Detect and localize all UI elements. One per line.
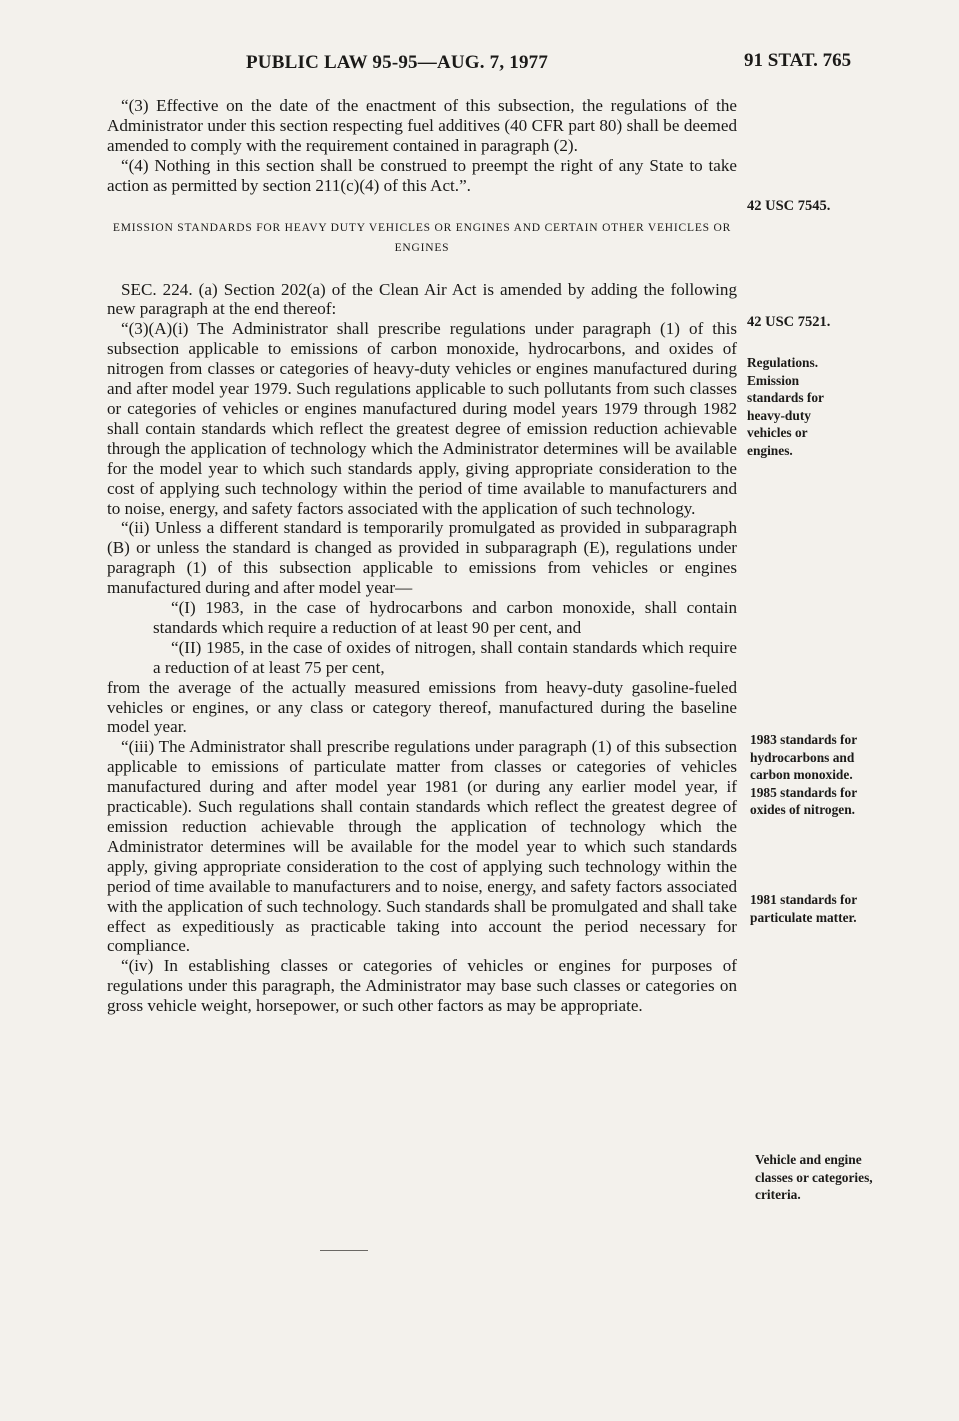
margin-note-vehicle-classes: Vehicle and engine classes or categories, criteria. (755, 1152, 873, 1202)
subparagraph-II-1985: “(II) 1985, in the case of oxides of nitrogen, shall contain standards which require a reduction of at least 75 per cent, (153, 637, 737, 677)
paragraph-ii-continuation: from the average of the actually measured emissions from heavy-duty gasoline-fueled vehicles or engines, or any class or category thereof, manufactured during the baseline model year. (107, 677, 737, 737)
margin-note-1983-1985-standards: 1983 standards for hydrocarbons and carbon monoxide. 1985 standards for oxides of nitrogen. (750, 732, 857, 817)
paragraph-4-state-preemption: “(4) Nothing in this section shall be construed to preempt the right of any State to take action as permitted by section 211(c)(4) of this Act.”. (107, 155, 737, 195)
subparagraph-I-1983: “(I) 1983, in the case of hydrocarbons and carbon monoxide, shall contain standards which require a reduction of at least 90 per cent, and (153, 598, 737, 637)
paragraph-ii: “(ii) Unless a different standard is temporarily promulgated as provided in subparagraph (B) or unless the standard is changed as provided in subparagraph (E), regulations under paragraph (1) of this subsection applicable to emissions from vehicles or engines manufactured during and after model year— (107, 518, 737, 598)
paragraph-3-a-i: “(3)(A)(i) The Administrator shall prescribe regulations under paragraph (1) of this subsection applicable to emissions of carbon monoxide, hydrocarbons, and oxides of nitrogen from classes or categories of heavy-duty vehicles or engines manufactured during and after model year 1979. Such regulations applicable to such pollutants from such classes or categories of vehicles or engines manufactured during model years 1979 through 1982 shall contain standards which reflect the greatest degree of emission reduction achievable through the application of technology which the Administrator determines will be available for the model year to which such standards apply, giving appropriate consideration to the cost of applying such technology within the period of time available to manufacturers and to noise, energy, and safety factors associated with the application of such technology. (107, 319, 737, 518)
paragraph-iii-particulate: “(iii) The Administrator shall prescribe regulations under paragraph (1) of this subsection applicable to emissions of particulate matter from classes or categories of vehicles manufactured during and after model year 1981 (or during any earlier model year, if practicable). Such regulations shall contain standards which reflect the greatest degree of emission reduction achievable through the application of technology which the Administrator determines will be available for the model year to which such standards apply, giving appropriate consideration to the cost of applying such technology within the period of time available to manufacturers and to noise, energy, and safety factors associated with the application of such technology. Such standards shall be promulgated and shall take effect as expeditiously as practicable taking into account the period necessary for compliance. (107, 737, 737, 956)
margin-note-1981-standards: 1981 standards for particulate matter. (750, 892, 857, 925)
margin-note-regulations: Regulations. Emission standards for heavy-duty vehicles or engines. (747, 355, 824, 458)
paragraph-iv-classes: “(iv) In establishing classes or categories of vehicles or engines for purposes of regulations under this paragraph, the Administrator may base such classes or categories on gross vehicle weight, horsepower, or such other factors as may be appropriate. (107, 956, 737, 1016)
paragraph-3-fuel-additives: “(3) Effective on the date of the enactment of this subsection, the regulations of the Administrator under this section respecting fuel additives (40 CFR part 80) shall be deemed amended to comply with the requirement contained in paragraph (2). (107, 96, 737, 155)
statute-body (107, 96, 737, 1016)
end-divider-line (320, 1250, 368, 1251)
statute-page-reference: 91 STAT. 765 (744, 50, 852, 71)
section-heading: EMISSION STANDARDS FOR HEAVY DUTY VEHICLES OR ENGINES AND CERTAIN OTHER VEHICLES OR ENGINES (112, 221, 732, 254)
margin-note-42-usc-7545: 42 USC 7545. (747, 198, 831, 214)
running-header-title: PUBLIC LAW 95-95—AUG. 7, 1977 (246, 52, 549, 73)
section-224-intro: SEC. 224. (a) Section 202(a) of the Clean Air Act is amended by adding the following new paragraph at the end thereof: (107, 279, 737, 319)
margin-note-42-usc-7521: 42 USC 7521. (747, 314, 831, 330)
